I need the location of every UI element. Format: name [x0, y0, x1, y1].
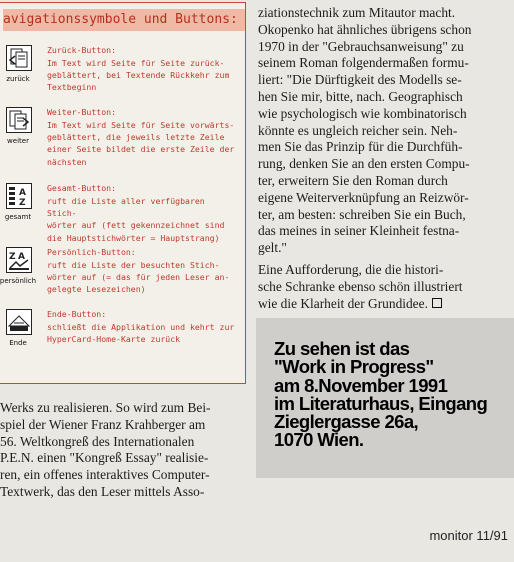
nav-icon-label: gesamt: [4, 213, 32, 221]
end-icon: [6, 309, 32, 335]
article-text-right-top: ziationstechnik zum Mitautor macht. Okopenko hat ähnliches übrigens schon 1970 in der "Gebrauchsanweisung" zu seinem Roman folgendermaßen formu- liert: "Die Dürftigkeit des Modells se- hen Sie mir, bitte, nach. Geographisch wie psychologisch wie kombinatorisch könnte es ungleich reicher sein. Neh- men Sie das Prinzip für die Durchfüh- rung, denken Sie an den ersten Compu- ter, erweitern Sie den Roman durch eigene Weiterverknüpfung an Reizwör- ter, am besten: schreiben Sie ein Buch, das meines in seiner Kleinheit festna- gelt.": [258, 5, 472, 256]
navbox-title: avigationssymbole und Buttons:: [3, 9, 245, 31]
nav-entry-description: schließt die Applikation und kehrt zur HyperCard-Home-Karte zurück: [47, 322, 235, 345]
nav-entry-description: Im Text wird Seite für Seite vorwärts- geblättert, die jeweils letzte Zeile einer Seite bildet die erste Zeile der nächsten: [47, 120, 235, 167]
nav-entry-description: Im Text wird Seite für Seite zurück- geblättert, bei Textende Rückkehr zum Textbeginn: [47, 58, 230, 93]
page-back-icon: [6, 45, 32, 71]
svg-text:Z: Z: [19, 198, 26, 208]
page-forward-icon: [6, 107, 32, 133]
nav-entry-description: ruft die Liste aller verfügbaren Stich- wörter auf (fett gekennzeichnet sind die Hauptstichwörter = Hauptstrang): [47, 196, 225, 243]
nav-entry-description: ruft die Liste der besuchten Stich- wörter auf (= das für jeden Leser an- gelegte Lesezeichen): [47, 260, 230, 295]
article-text-left: Werks zu realisieren. So wird zum Bei- spiel der Wiener Franz Krahberger am 56. Weltkongreß des Internationalen P.E.N. einen "Kongreß Essay" realisie- ren, ein offenes interaktives Computer- Textwerk, das den Leser mittels Asso-: [0, 400, 211, 499]
nav-icon-label: persönlich: [0, 277, 37, 285]
nav-entry-title: Gesamt-Button:: [47, 183, 117, 193]
svg-text:A: A: [19, 188, 26, 198]
end-mark-icon: [432, 298, 442, 308]
event-announcement-box: [256, 318, 514, 478]
nav-entry-title: Zurück-Button:: [47, 45, 117, 55]
az-index-icon: [6, 183, 32, 209]
navigation-symbols-box: [0, 2, 246, 384]
nav-entry-title: Weiter-Button:: [47, 107, 117, 117]
nav-icon-label: Ende: [9, 339, 27, 347]
closing-paragraph: Eine Aufforderung, die die histori- sche Schranke ebenso schön illustriert wie die Klarheit der Grundidee.: [258, 262, 463, 311]
nav-entry-title: Ende-Button:: [47, 309, 107, 319]
event-announcement-text: Zu sehen ist das "Work in Progress" am 8.November 1991 im Literaturhaus, Eingang Zieglergasse 26a, 1070 Wien.: [274, 338, 488, 451]
svg-text:A: A: [18, 252, 25, 262]
nav-icon-label: weiter: [7, 137, 29, 145]
svg-text:Z: Z: [9, 252, 16, 262]
nav-entry-title: Persönlich-Button:: [47, 247, 136, 257]
nav-icon-label: zurück: [6, 75, 30, 83]
personal-az-icon: [6, 247, 32, 273]
article-text-right-mid: [258, 262, 514, 312]
page-footer: monitor 11/91: [429, 528, 508, 543]
